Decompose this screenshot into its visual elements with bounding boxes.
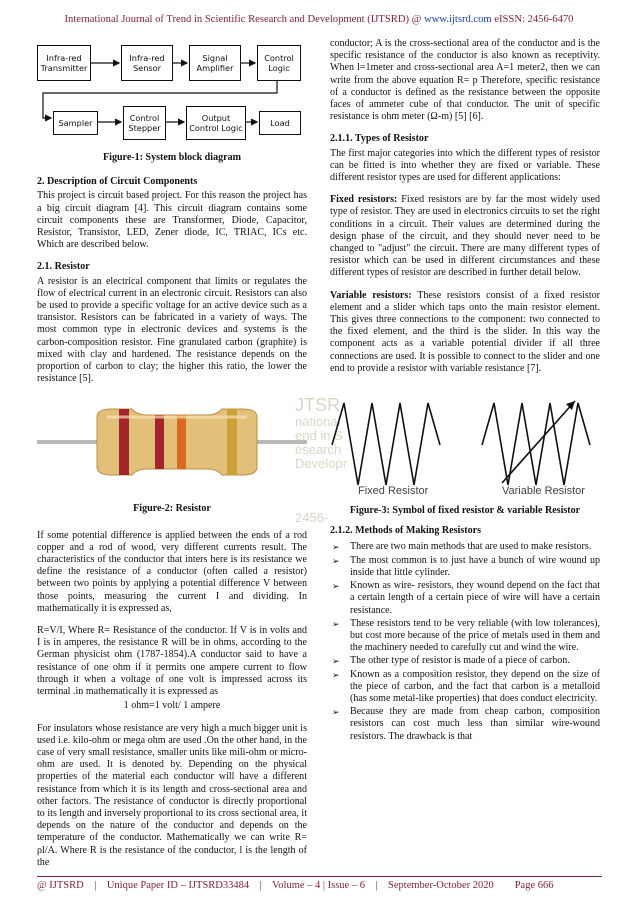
watermark-line: JTSR <box>295 395 340 415</box>
watermark-line: esearch <box>295 442 342 457</box>
arrow-bullet-icon: ➢ <box>332 618 340 629</box>
arrow-bullet-icon: ➢ <box>332 555 340 566</box>
arrow-bullet-icon: ➢ <box>332 581 340 592</box>
section-2-1-paragraph: A resistor is an electrical component that limits or regulates the flow of electrical current in an electronic circuit. Resistors can also be used to provide a specific voltage for an active device such as a transistor. Resistors can be fabricated in a variety of ways. The most common type in electronic devices and systems is the carbon-composition resistor. Fine granulated carbon (graphite) is mixed with clay and hardened. The resistance depends on the proportion of carbon to clay; the higher this ratio, the lower the resistance [5]. <box>37 275 307 385</box>
resistance-paragraph-3: For insulators whose resistance are very high a much bigger unit is used i.e. kilo-ohm or mega ohm are used .On the other hand, in the case of very small resistance, smaller units like mili-ohm or micro-ohm are used. It is denoted by. Depending on the physical properties of the material each conductor will have a different resistance from which it is its length and cross-sectional area and other factors. The resistance of conductor is directly proportional to its length and inversely proportional to its cross sectional area, it depends on the nature of the conductor and depends on the temperature of the conductor. Mathematically we can write R= ρl/A. Where R is the resistance of the conductor, l is the length of the <box>37 722 307 868</box>
fixed-resistor-label: Fixed Resistor <box>358 485 429 498</box>
list-item: ➢ There are two main methods that are used to make resistors. <box>332 541 592 553</box>
journal-link[interactable]: www.ijtsrd.com <box>424 14 492 25</box>
list-item: ➢ Known as a composition resistor, they depend on the size of the piece of carbon, and the fact that carbon is a metalloid (has some metal-like properties) that does conduct electricity. <box>332 668 600 704</box>
ohm-formula: 1 ohm=1 volt/ 1 ampere <box>123 700 221 712</box>
journal-issn: eISSN: 2456-6470 <box>494 14 574 25</box>
page-footer: @ IJTSRD | Unique Paper ID – IJTSRD33484 | Volume – 4 | Issue – 6 | September-October 2020 Page 666 <box>37 880 554 891</box>
methods-list <box>330 541 600 742</box>
list-item: ➢ These resistors tend to be very reliable (with low tolerances), but cost more because of the price of metals used in them and the machinery needed to carefully cut and wind the wire. <box>332 617 600 654</box>
block-load: Load <box>259 111 301 135</box>
section-2-1-1-heading: 2.1.1. Types of Resistor <box>330 133 429 145</box>
block-infrared-transmitter: Infra-red Transmitter <box>37 45 91 81</box>
watermark-line: Developr <box>295 456 348 471</box>
fixed-resistors-label: Fixed resistors: <box>330 194 398 206</box>
figure-1-caption: Figure-1: System block diagram <box>103 152 241 163</box>
footer-rule <box>37 876 602 877</box>
block-signal-amplifier: Signal Amplifier <box>189 45 241 81</box>
fixed-resistors-paragraph <box>330 194 600 279</box>
section-2-1-heading: 2.1. Resistor <box>37 261 90 273</box>
watermark-line: national <box>295 414 341 429</box>
variable-resistors-paragraph <box>330 290 600 375</box>
right-column <box>330 38 600 744</box>
variable-resistor-label: Variable Resistor <box>502 485 585 498</box>
figure-2-caption: Figure-2: Resistor <box>133 503 211 515</box>
list-item: ➢ Known as wire- resistors, they wound depend on the fact that a certain length of a certain piece of wire will have a certain resistance. <box>332 580 600 616</box>
figure-3-caption: Figure-3: Symbol of fixed resistor & variable Resistor <box>349 505 581 517</box>
arrow-bullet-icon: ➢ <box>332 707 340 718</box>
block-sampler: Sampler <box>53 111 98 135</box>
resistance-paragraph-2: R=V/I, Where R= Resistance of the conductor. If V is in volts and I is in amperes, the resistance R will be in ohms, according to the German physicist ohm (1787-1854).A conductor said to have a resistance of one ohm if it permits one ampere current to flow through it when a voltage of one volt is impressed across its terminal .in mathematically it is expressed as <box>37 625 307 698</box>
section-2-1-2-heading: 2.1.2. Methods of Making Resistors <box>330 525 481 537</box>
section-2-paragraph: This project is circuit based project. For this reason the project has a big circuit diagram [4]. This circuit diagram contains some circuit components these are Transformer, Diode, Capacitor, Resistor, Transistor, LED, Zener diode, IC, TRIAC, ICs etc. Which are described below. <box>37 190 307 251</box>
list-item: ➢ Because they are made from cheap carbon, composition resistors can cost much less than similar wire-wound resistors. The drawback is that <box>332 706 600 742</box>
arrow-bullet-icon: ➢ <box>332 669 340 680</box>
specific-resistance-paragraph: conductor; A is the cross-sectional area of the conductor and is the specific resistance of the conductor is also known as receptivity. When l=1meter and cross-sectional area A=1 meter2, then we can write from the above equation R= p Therefore, specific resistance of a conductor is defined as the resistance between the opposite faces of ammeter cube of that conductor. The unit of specific resistance is ohm meter (Ω-m) [5] [6]. <box>330 38 600 123</box>
watermark-line: 2456- <box>295 510 329 525</box>
variable-resistors-label: Variable resistors: <box>330 289 412 301</box>
resistor-symbols-icon <box>330 385 600 501</box>
block-control-logic: Control Logic <box>257 45 301 81</box>
variable-resistors-text: These resistors consist of a fixed resistor element and a slider which taps onto the main resistor element. This gives three connections to the component: two connected to the fixed element, and the third is the slider. In this way the component acts as a variable potential divider if all three connections are used. It is possible to connect to the slider and one end to provide a resistor with variable resistance [7]. <box>330 289 600 374</box>
list-item: ➢ The most common is to just have a bunch of wire wound up inside that little cylinder. <box>332 554 600 578</box>
left-column <box>37 38 307 879</box>
journal-header <box>0 14 638 25</box>
list-item: ➢ The other type of resistor is made of a piece of carbon. <box>332 655 570 667</box>
journal-title: International Journal of Trend in Scientific Research and Development (IJTSRD) @ <box>64 14 422 25</box>
resistor-image <box>37 387 307 499</box>
fixed-resistors-text: Fixed resistors are by far the most widely used type of resistor. They are used in electronics circuits to set the right conditions in a circuit. Their values are determined during the design phase of the circuit, and they should never need to be changed to "adjust" the circuit. There are many different types of resistor which can be used in different circumstances and these different types of resistor are described in further detail below. <box>330 194 601 279</box>
block-output-control-logic: Output Control Logic <box>186 106 246 140</box>
block-control-stepper: Control Stepper <box>123 106 166 140</box>
arrow-bullet-icon: ➢ <box>332 542 340 553</box>
section-2-heading: 2. Description of Circuit Components <box>37 176 198 188</box>
system-block-diagram <box>37 38 307 148</box>
arrow-bullet-icon: ➢ <box>332 656 340 667</box>
watermark-line: end in S <box>295 428 343 443</box>
resistance-paragraph-1: If some potential difference is applied between the ends of a rod copper and a rod of wood, very different currents result. The characteristics of the conductor that inters here is its resistance we define the resistance of a conductor (often called a resistor) between two points by applying a potential difference V between those points, measuring the current I and dividing. In mathematically it is expressed as, <box>37 529 307 614</box>
resistor-symbols-figure <box>330 385 600 501</box>
block-infrared-sensor: Infra-red Sensor <box>121 45 173 81</box>
types-paragraph: The first major categories into which the different types of resistor can be fitted is into whether they are fixed or variable. These different resistor types are used for different applications: <box>330 147 600 184</box>
resistor-icon <box>37 387 307 499</box>
